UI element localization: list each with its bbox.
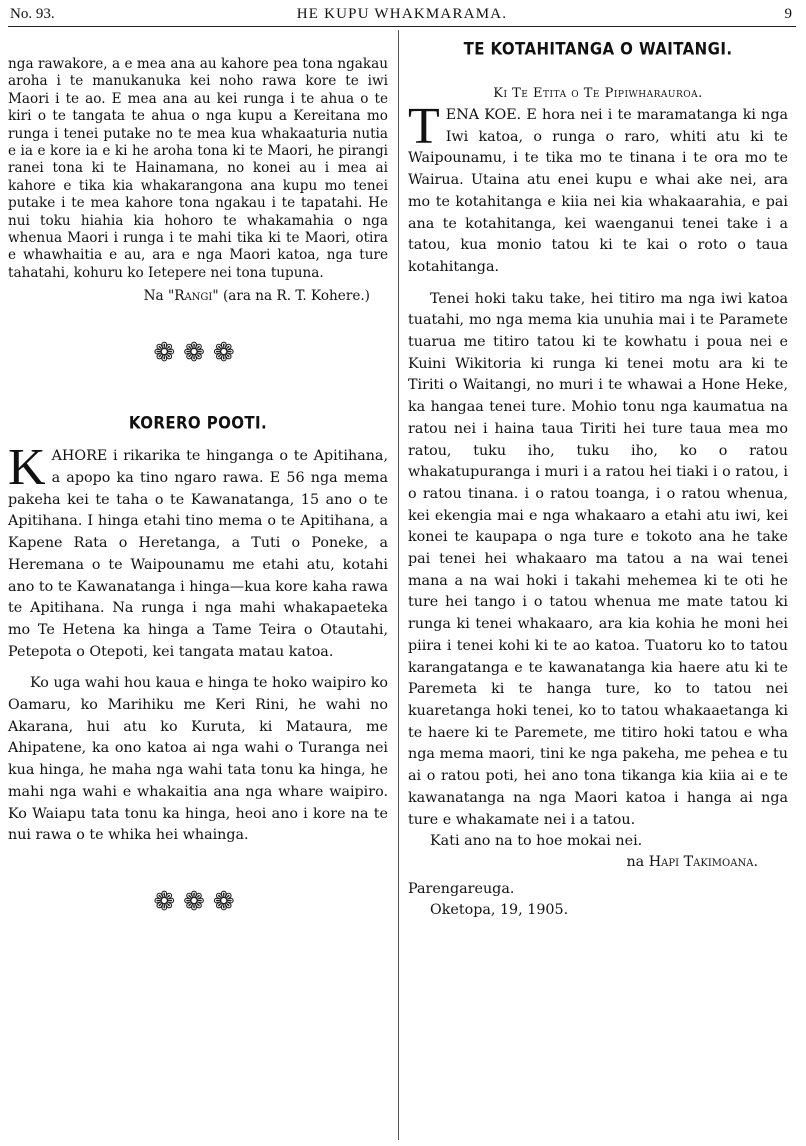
letter-dropcap: T [408,98,440,155]
page-header [8,4,796,27]
letter-signature-name: Rangi [174,288,213,305]
letter-signature [8,288,388,304]
ornament-divider-bottom: ❁❁❁ [153,886,243,917]
article-body [8,439,388,847]
letter-signature-prefix: Na " [143,288,175,305]
page-label: No. 93. [10,6,55,22]
closing-line: Kati ano na to hoe mokai nei. [430,833,643,850]
ornament-divider: ❁❁❁ [153,338,243,369]
left-column [8,56,388,917]
signature-name: Hapi Takimoana. [648,854,758,871]
article-title: KORERO POOTI. [128,413,268,434]
letter-date: Oketopa, 19, 1905. [430,902,569,919]
page-number: 9 [784,6,792,22]
letter-subtitle: Ki Te Etita o Te Pipiwharauroa. [493,86,703,101]
signature-prefix: na [626,854,649,871]
letter-paragraph-2: Tenei hoki taku take, hei titiro ma nga iwi katoa tuatahi, mo nga mema kia unuhia mai i te Paramete tuarua me titiro tatou ki te kowhatu i poua nei e Kuini Wikitoria ki runga ki tenei motu ara ki te Tiriti o Waitangi, no muri i te whawai a Hone Heke, ka hangaa tenei ture. Mohio tonu nga kaumatua na ratou nei i haina taua Tiriti hei ture taua mea mo ratou, tuku iho, tuku iho, ko o ratou whakatupuranga i muri i a ratou hei tiaki i o ratou, i o ratou tinana. i o ratou toanga, i o ratou whenua, kei ekengia mai e nga whakaaro a etahi atu iwi, kei konei te kaupapa o nga ture e tokoto ana he take pai tenei hei whakaaro ma tatou a na wai tenei mana a na wai hoki i takahi mehemea ki te oti he ture hei tango i o tatou whenua me mate tatou ki runga ki tenei whakaaro, ara kia kohia he moni hei piira i tenei kohi ki te ao katoa. Tuatoru ko to tatou karangatanga e te kawanatanga kia haere atu ki te Paremeta ki te hanga ture, ko to tatou nei kuaretanga hoki tenei, ko to tatou whakaaetanga ki te haere ki te Paremete, me titiro hoki tatou e wha nga mema maori, tini ke nga pakeha, me pehea e tu ai o ratou poti, hei ano tona tikanga kia kiia ai e te kawanatanga na nga Maori katoa i hanga ai nga ture e whakamate nei i a tatou. [408,290,788,828]
right-column [408,40,788,921]
article-dropcap: K [8,439,46,497]
letter-signature-suffix: " (ara na R. T. Kohere.) [212,288,370,305]
column-divider [398,30,399,1140]
article-paragraph-1: AHORE i rikarika te hinganga o te Apitihana, a apopo ka tino ngaro rawa. E 56 nga mema pakeha kei te taha o te Kawanatanga, 15 ano o te Apitihana. I hinga etahi tino mema o te Apitihana, a Kapene Rata o Heretanga, a Tuti o Poneke, a Heremana o te Waipounamu me etahi atu, kotahi ano to te Kawanatanga i hinga—kua kore kaha rawa te Apitihana. Na runga i nga mahi whakapaeteka mo Te Hetena ka hinga a Tame Teira o Otautahi, Petepota o Otepoti, kei tangata matau katoa. [8,448,388,660]
letter-body [408,98,788,831]
letter-signature [408,852,788,873]
letter-paragraph-1: ENA KOE. E hora nei i te maramatanga ki nga Iwi katoa, o runga o raro, whiti atu ki te Waipounamu, i te tika mo te tinana i te ora mo te Wairua. Utaina atu enei kupu e whai ake nei, ara mo te kotahitanga e kiia nei kia whakaarahia, e pai ana te kotahitanga, kei waenganui tenei take i a tatou, kua monio tatou ki te kai o roto o taua kotahitanga. [408,107,788,275]
letter-title: TE KOTAHITANGA O WAITANGI. [463,38,733,60]
article-paragraph-2: Ko uga wahi hou kaua e hinga te hoko waipiro ko Oamaru, ko Marihiku me Keri Rini, he wahi no Akarana, hui atu ko Kuruta, ki Mataura, me Ahipatene, ka ono katoa ai nga wahi o Turanga nei kua hinga, he maha nga wahi tata tonu ka hinga, he mahi nga wahi e whakaitia ana nga whare waipiro. Ko Waiapu tata tonu ka hinga, heoi ano i kore na te nui rawa o te whika hei whainga. [8,675,388,844]
letter-place: Parengareuga. [408,881,515,898]
letter-closing [408,831,788,921]
page-title: HE KUPU WHAKMARAMA. [296,6,508,22]
letter-continuation: nga rawakore, a e mea ana au kahore pea tona ngakau aroha i te manukanuka kei noho rawa kore te iwi Maori i te ao. E mea ana au kei runga i te ahua o te kiri o te tangata te ahua o nga kupu a Kereitana mo runga i tenei putake no te mea kua whakaaturia nutia e ia e kore ia e ki he aroha tona ki te Maori, he pirangi ranei tona ki te Hainamana, no konei au i mea ai kahore e tika kia whakarangona ana kupu mo tenei putake i te mea kahore tona ngakau i te tapatahi. He nui toku hiahia kia hohoro te whakamahia o nga whenua Maori i runga i te mahi tika ki te Maori, otira e whawhaitia e au, ara e nga Maori katoa, nga ture tahatahi, kohuru ko Ietepere nei tona tupuna. [8,56,388,281]
